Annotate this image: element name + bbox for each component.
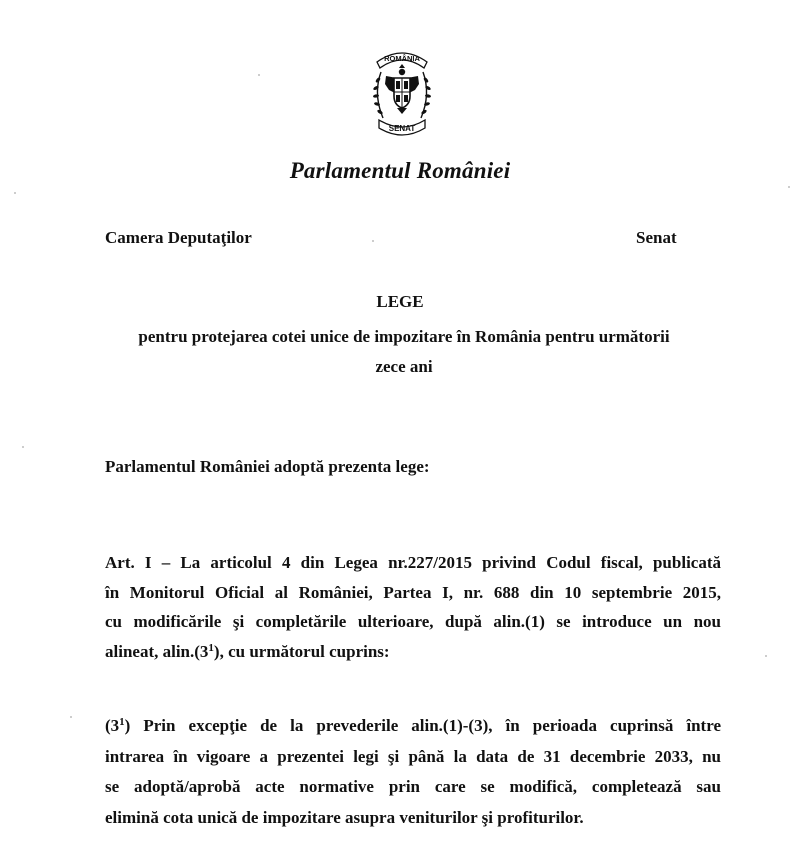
scan-speck	[788, 186, 790, 188]
law-title-line-1: pentru protejarea cotei unice de impozitare în România pentru următorii	[138, 327, 670, 346]
amendment-line-2: intrarea în vigoare a prezentei legi şi până la data de 31 decembrie 2033, nu	[105, 746, 721, 766]
scan-speck	[258, 74, 260, 76]
document-type: LEGE	[376, 292, 424, 311]
scan-speck	[372, 240, 374, 242]
senate-coat-of-arms	[369, 42, 435, 138]
law-title	[100, 322, 708, 382]
article-line-4-start: alineat, alin.(3	[105, 641, 209, 661]
amendment-line-1-superscript: 1	[119, 716, 125, 728]
amendment-line-1-start: (3	[105, 716, 120, 735]
scan-speck	[22, 446, 24, 448]
scan-speck	[14, 192, 16, 194]
article-line-3: cu modificările şi completările ulterioare, după alin.(1) se introduce un nou	[105, 612, 721, 631]
adoption-statement: Parlamentul României adoptă prezenta lege:	[105, 457, 430, 476]
parliament-heading: Parlamentul României	[289, 158, 511, 183]
chamber-deputies-label: Camera Deputaţilor	[105, 228, 252, 247]
amendment-line-4: elimină cota unică de impozitare asupra veniturilor şi profiturilor.	[105, 807, 584, 827]
chamber-senate-label: Senat	[636, 228, 677, 247]
article-i-paragraph	[105, 548, 721, 666]
article-line-1: Art. I – La articolul 4 din Legea nr.227/2015 privind Codul fiscal, publicată	[105, 553, 721, 572]
article-line-2: în Monitorul Oficial al României, Partea I, nr. 688 din 10 septembrie 2015,	[105, 582, 721, 602]
svg-text:ROMÂNIA: ROMÂNIA	[384, 54, 420, 63]
scan-speck	[765, 655, 767, 657]
article-line-4-superscript: 1	[208, 641, 214, 654]
article-line-4	[105, 637, 721, 667]
amendment-paragraph	[105, 711, 721, 833]
scan-speck	[70, 716, 72, 718]
amendment-line-1-end: ) Prin excepţie de la prevederile alin.(1)-(3), în perioada cuprinsă între	[124, 716, 721, 735]
law-title-line-2: zece ani	[375, 357, 433, 376]
article-line-4-end: ), cu următorul cuprins:	[213, 641, 390, 661]
svg-text:SENAT: SENAT	[388, 124, 416, 133]
amendment-line-1	[105, 711, 721, 742]
amendment-line-3: se adoptă/aprobă acte normative prin care se modifică, completează sau	[105, 777, 721, 796]
